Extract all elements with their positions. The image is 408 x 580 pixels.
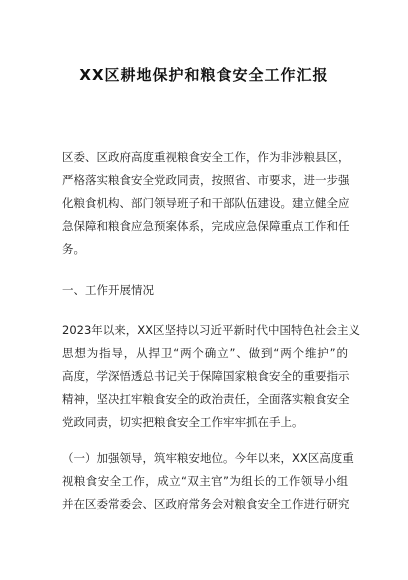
section1-line: 党政同责，切实把粮食安全工作牢牢抓在手上。 [62,415,304,429]
section1-paragraph [62,319,361,434]
intro-line: 务。 [62,242,85,256]
subsection1-line: 视粮食安全工作，成立“双主官”为组长的工作领导小组 [62,474,348,488]
section1-line: 精神，坚决扛牢粮食安全的政治责任，全面落实粮食安全 [62,392,350,406]
intro-line: 区委、区政府高度重视粮食安全工作，作为非涉粮县区， [62,150,350,164]
subsection1-paragraph [62,447,354,516]
document-title: XX区耕地保护和粮食安全工作汇报 [79,66,329,84]
section1-line: 2023年以来，XX区坚持以习近平新时代中国特色社会主义 [62,323,361,337]
intro-line: 严格落实粮食安全党政同责，按照省、市要求，进一步强 [62,173,350,187]
section1-line: 思想为指导，从捍卫“两个确立”、做到“两个维护”的 [62,346,348,360]
section-heading: 一、工作开展情况 [62,283,154,297]
intro-paragraph [62,146,348,261]
intro-line: 急保障和粮食应急预案体系，完成应急保障重点工作和任 [62,219,350,233]
section1-line: 高度，学深悟透总书记关于保障国家粮食安全的重要指示 [62,369,350,383]
intro-line: 化粮食机构、部门领导班子和干部队伍建设。建立健全应 [62,196,350,210]
subsection1-line: 并在区委常委会、区政府常务会对粮食安全工作进行研究 [62,497,350,511]
subsection1-line: （一）加强领导，筑牢粮安地位。今年以来，XX区高度重 [62,451,354,465]
